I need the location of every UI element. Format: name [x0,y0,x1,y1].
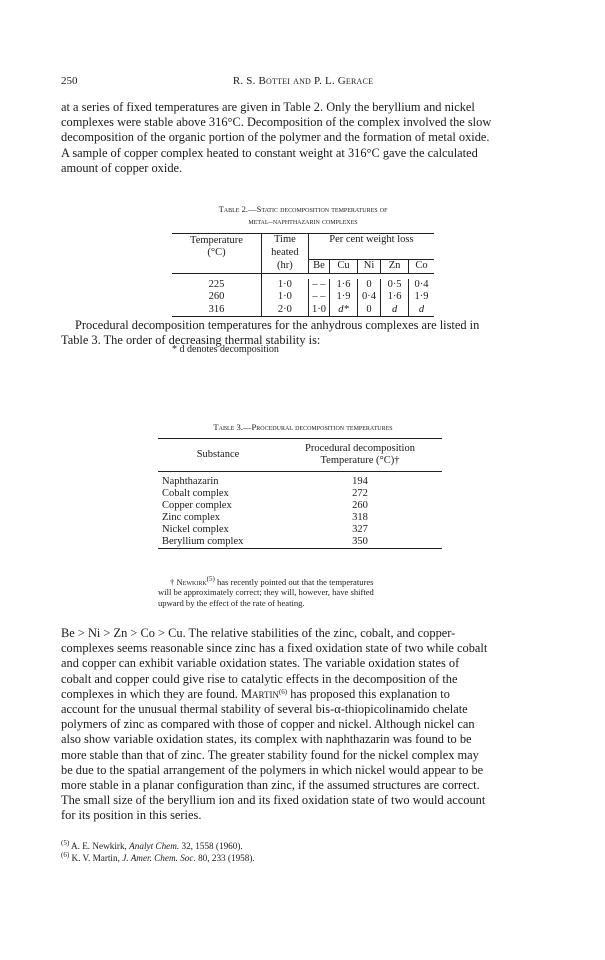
cell-zn-value: d [391,303,398,315]
text-line: Procedural decomposition temperatures for the anhydrous complexes are listed in [75,318,480,332]
cell-substance: Zinc complex [162,512,221,523]
table-2-footnote: * d denotes decomposition [172,344,279,355]
text-span: has proposed this explanation to [287,686,450,701]
cited-author: Martin [240,686,279,701]
citation-ref: (6) [278,687,288,696]
caption-line: metal–naphthazarin complexes [248,216,358,226]
cell-co: 1·9 [408,291,434,304]
text-line: Be > Ni > Zn > Co > Cu. The relative stabilities of the zinc, cobalt, and copper- [61,626,456,640]
table-header-blank [172,260,261,274]
cell-zn [381,304,409,317]
metal-header: Co [408,260,434,274]
text-line: more stable than that of zinc. The greater stability found for the nickel complex may [61,747,479,762]
text-line: and copper can exhibit variable oxidation states. The variable oxidation states of [61,656,460,671]
cell-co [408,304,434,317]
cell-time: 2·0 [261,304,308,317]
footnote-author: Newkirk [176,577,207,587]
table-header-weight-loss: Per cent weight loss [308,234,434,247]
running-header [61,75,545,91]
table-header-time: Time [261,234,308,247]
running-header-authors: R. S. Bottei and P. L. Gerace [232,75,374,87]
text-span: complexes in which they are found. [61,686,241,701]
table-row [172,291,434,304]
cell-temp: 272 [352,488,368,499]
metal-header: Zn [381,260,409,274]
text-line: decomposition of the organic portion of the polymer and the formation of metal oxide. [61,130,490,145]
reference-detail: 32, 1558 (1960). [179,841,243,851]
paragraph-2 [61,318,545,348]
cell-substance: Beryllium complex [158,536,278,549]
text-line: account for the unusual thermal stability of several bis-α-thiopicolinamido chelate [61,702,468,717]
caption-line: Table 2.—Static decomposition temperatures of [218,204,388,214]
cell-cu-value: d* [338,303,349,315]
table-header-heated: heated [261,247,308,260]
text-line: also show variable oxidation states, its complex with naphthazarin was found to be [61,732,472,747]
table-2-caption [150,203,456,227]
cell-temp: 350 [278,536,442,549]
cell-substance: Copper complex [162,500,232,511]
cell-be: – – [308,291,329,304]
footnote-line: upward by the effect of the rate of heating. [158,597,305,608]
paragraph-3 [61,626,545,824]
cell-ni: 0·4 [357,291,380,304]
table-header-temperature: Temperature [172,234,261,247]
table-header-spacer [308,247,434,260]
cell-co-value: d [418,303,425,315]
cell-substance: Nickel complex [162,524,229,535]
reference-author: A. E. Newkirk, [70,841,127,851]
table-header-procedural: Procedural decomposition [278,439,442,456]
text-line: more stable in a planar configuration than zinc, if the assumed structures are correct. [61,778,480,793]
reference-item [61,850,255,865]
metal-header: Cu [330,260,358,274]
reference-number: (6) [61,850,70,859]
cell-time: 1·0 [261,279,308,292]
table-row [158,512,442,524]
footnote-line: will be approximately correct; they will, however, have shifted [158,587,374,598]
cell-cu: 1·6 [330,279,358,292]
reference-author: K. V. Martin, [71,852,120,863]
metal-header: Be [308,260,329,274]
reference-number: (5) [61,839,70,847]
cell-substance: Cobalt complex [162,488,229,499]
text-line: complexes were stable above 316°C. Decomposition of the complex involved the slow [61,115,492,130]
text-line: be due to the spatial arrangement of the polymers in which nickel would appear to be [61,762,484,777]
reference-item [61,841,255,853]
table-3-footnote [158,577,442,608]
text-line [61,687,545,702]
reference-journal: J. Amer. Chem. Soc. [122,852,196,863]
metal-header: Ni [357,260,380,274]
reference-journal: Analyt Chem. [129,841,180,851]
cell-temp: 327 [352,524,368,535]
cell-temp: 260 [352,500,368,511]
cell-temp: 318 [352,512,368,523]
cell-temp: 194 [352,476,368,487]
cell-be: 1·0 [308,304,329,317]
cell-temp: 225 [208,278,225,290]
references [61,841,255,864]
table-header-temperature: Temperature (°C)† [320,455,400,466]
cell-time: 1·0 [261,291,308,304]
text-line: cobalt and copper could give rise to catalytic effects in the decomposition of the [61,671,458,686]
cell-zn: 1·6 [381,291,409,304]
page-number: 250 [61,75,78,87]
table-header-temperature-unit: (°C) [207,246,226,258]
table-row [158,488,442,500]
text-line: amount of copper oxide. [61,160,183,175]
cell-ni: 0 [357,304,380,317]
text-line: The small size of the beryllium ion and its fixed oxidation state of two would account [61,793,486,808]
reference-detail: 80, 233 (1958). [195,852,255,863]
cell-temp: 260 [208,291,225,303]
cell-ni: 0 [357,279,380,292]
paragraph-1 [61,100,545,176]
table-2 [172,233,434,317]
table-row [172,279,434,292]
text-line: A sample of copper complex heated to constant weight at 316°C gave the calculated [61,145,478,160]
cell-zn: 0·5 [381,279,409,292]
cell-temp: 316 [172,304,261,317]
cell-co: 0·4 [408,279,434,292]
cell-cu [330,304,358,317]
text-line: for its position in this series. [61,808,202,823]
table-3 [158,438,442,549]
table-row [158,524,442,536]
cell-be: – – [308,279,329,292]
table-row [172,304,434,317]
cell-substance: Naphthazarin [162,476,219,487]
table-3-caption: Table 3.—Procedural decomposition temperatures [213,422,393,432]
text-line: Table 3. The order of decreasing thermal stability is: [61,333,321,348]
footnote-line: † Newkirk$^{(5)}$ has recently pointed out that the temperatures [170,575,374,587]
text-line: at a series of fixed temperatures are given in Table 2. Only the beryllium and nickel [61,100,475,114]
table-row [158,476,442,488]
footnote-ref: (5) [206,575,215,583]
table-header-substance: Substance [158,439,278,472]
text-line: polymers of zinc as compared with those of copper and nickel. Although nickel can [61,717,475,732]
table-header-hours: (hr) [261,260,308,274]
text-line: complexes seems reasonable since zinc has a fixed oxidation state of two while cobalt [61,641,488,656]
footnote-text: has recently pointed out that the temperatures [214,577,374,587]
table-row [158,536,442,549]
table-row [158,500,442,512]
cell-cu: 1·9 [330,291,358,304]
